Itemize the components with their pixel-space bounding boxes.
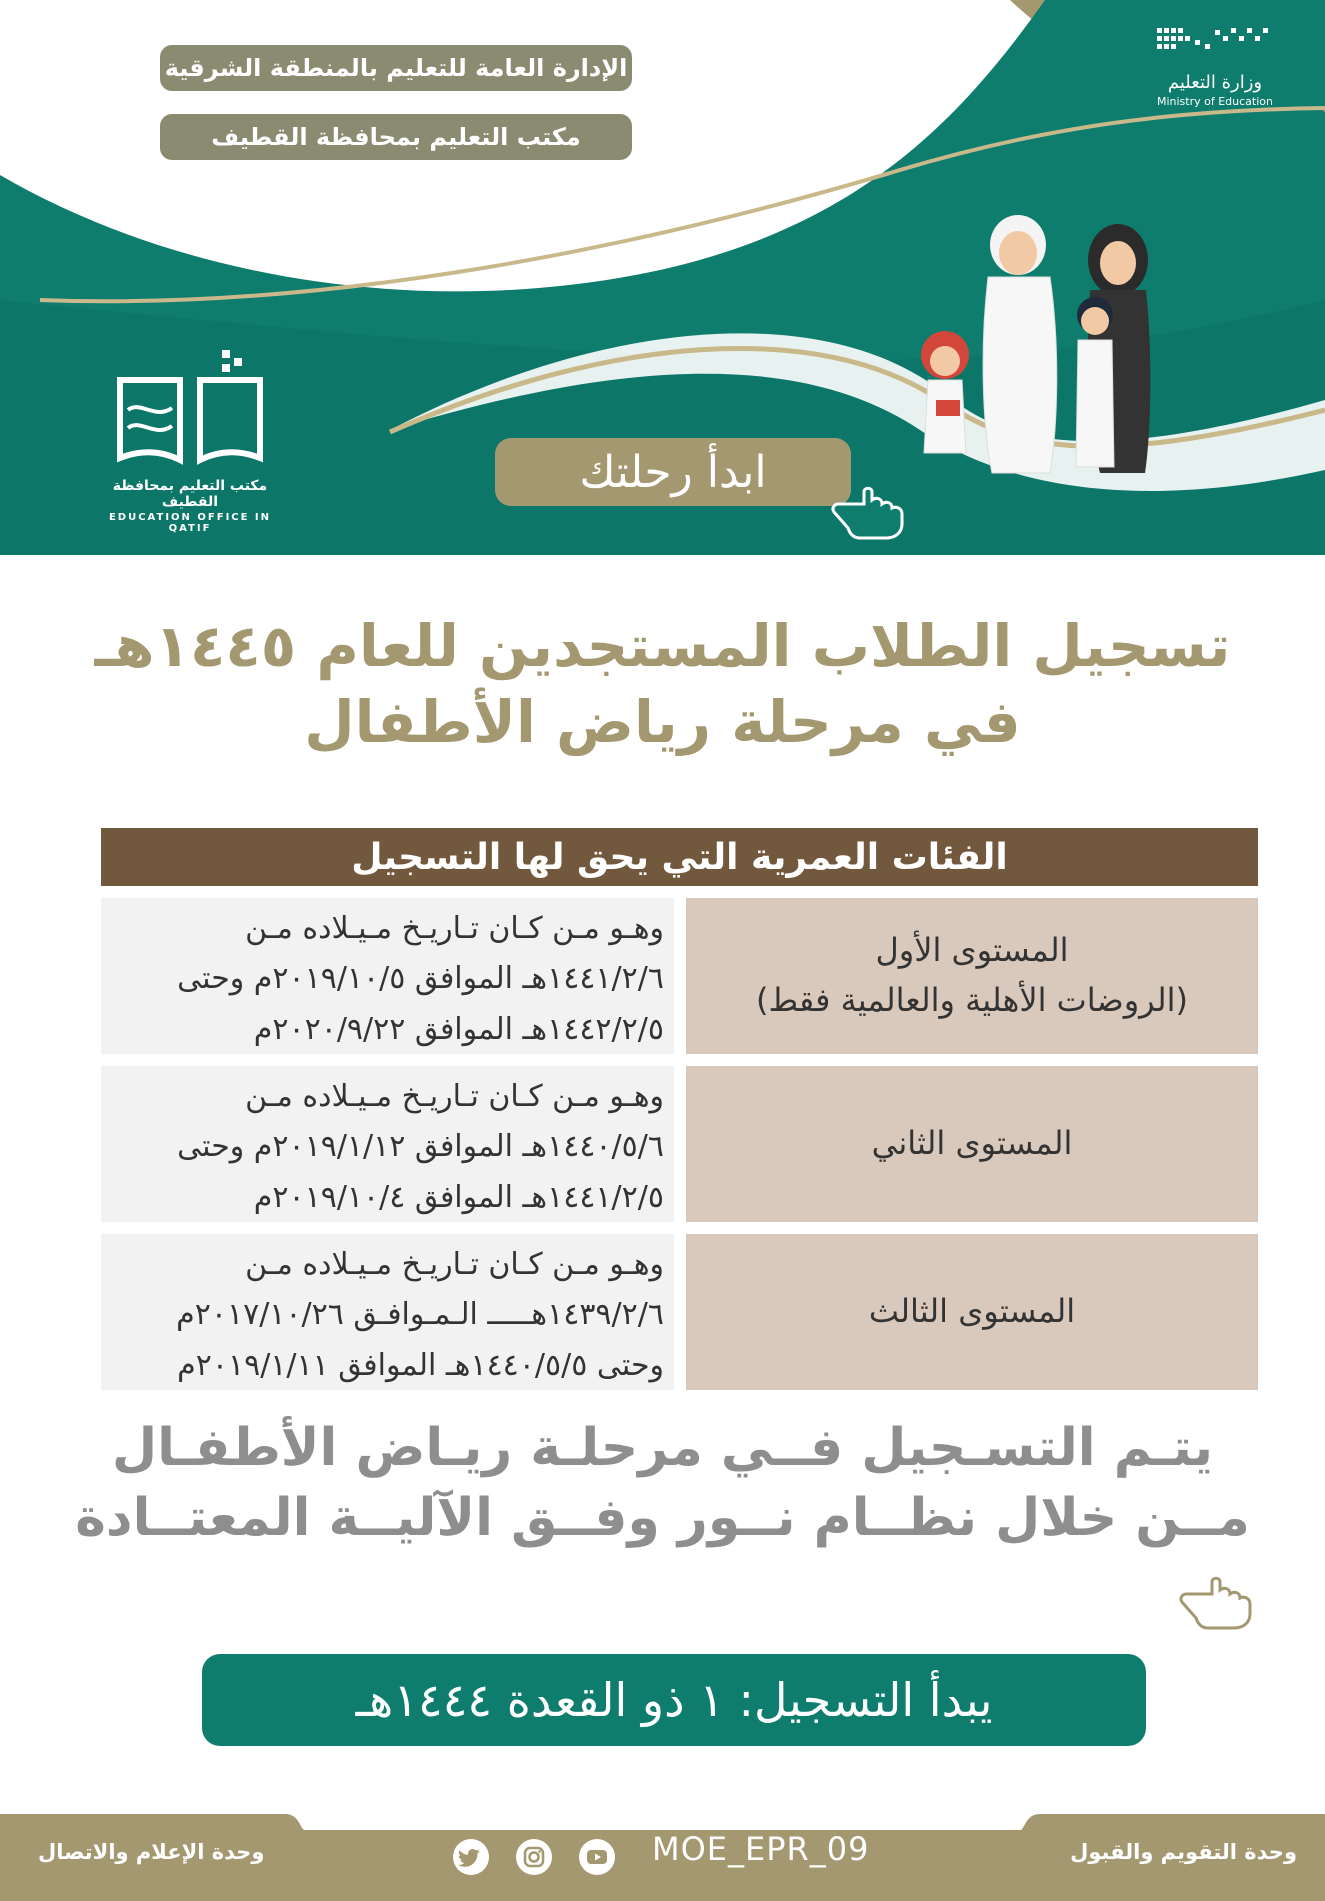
- header-banner: [0, 0, 1325, 555]
- youtube-icon[interactable]: [578, 1838, 616, 1876]
- level-cell-2: [686, 1066, 1258, 1222]
- level-name: المستوى الأول: [875, 931, 1069, 970]
- office-logo-name-en: EDUCATION OFFICE IN QATIF: [108, 512, 272, 534]
- pill-office: مكتب التعليم بمحافظة القطيف: [160, 114, 632, 160]
- ministry-logo-icon: [1155, 22, 1275, 62]
- office-logo-name-ar: مكتب التعليم بمحافظة القطيف: [112, 478, 268, 510]
- desc-line: وهـو مـن كـان تـاريـخ مـيـلاده مـن: [245, 1079, 664, 1114]
- level-note: (الروضات الأهلية والعالمية فقط): [756, 981, 1188, 1019]
- level-cell-1: [686, 898, 1258, 1054]
- instagram-icon[interactable]: [515, 1838, 553, 1876]
- social-handle: MOE_EPR_09: [652, 1830, 870, 1868]
- pointing-hand-icon: [1178, 1568, 1254, 1630]
- desc-line: ١٤٤٢/٢/٥هـ الموافق ٢٠٢٠/٩/٢٢م: [253, 1011, 664, 1047]
- note-line-2: مــن خلال نظــام نــور وفــق الآليــة المعتــادة: [75, 1488, 1250, 1548]
- registration-start-banner: يبدأ التسجيل: ١ ذو القعدة ١٤٤٤هـ: [202, 1654, 1146, 1746]
- note-line-1: يتـم التسـجيل فــي مرحلـة ريـاض الأطفـال: [111, 1418, 1214, 1478]
- desc-cell-2: [101, 1066, 674, 1222]
- level-cell-3: [686, 1234, 1258, 1390]
- footer-left-unit: وحدة الإعلام والاتصال: [38, 1840, 265, 1864]
- footer-right-unit: وحدة التقويم والقبول: [1070, 1840, 1297, 1864]
- pointing-hand-icon: [830, 478, 906, 540]
- pill-region: الإدارة العامة للتعليم بالمنطقة الشرقية: [160, 45, 632, 91]
- desc-line: ١٤٤١/٢/٥هـ الموافق ٢٠١٩/١٠/٤م: [253, 1179, 664, 1215]
- desc-line: وحتى ١٤٤٠/٥/٥هـ الموافق ٢٠١٩/١/١١م: [177, 1347, 664, 1383]
- desc-line: وهـو مـن كـان تـاريـخ مـيـلاده مـن: [245, 911, 664, 946]
- ministry-name-ar: وزارة التعليم: [1167, 72, 1263, 93]
- start-journey-button[interactable]: ابدأ رحلتك: [495, 438, 851, 506]
- ministry-name-en: Ministry of Education: [1156, 95, 1273, 108]
- desc-line: وهـو مـن كـان تـاريـخ مـيـلاده مـن: [245, 1247, 664, 1282]
- desc-line: ١٤٤٠/٥/٦هـ الموافق ٢٠١٩/١/١٢م وحتى: [177, 1129, 664, 1165]
- title-line-1: تسجيل الطلاب المستجدين للعام ١٤٤٥هـ: [94, 612, 1231, 680]
- desc-cell-3: [101, 1234, 674, 1390]
- family-illustration: [900, 205, 1160, 475]
- title-line-2: في مرحلة رياض الأطفال: [304, 688, 1021, 756]
- desc-line: ١٤٤١/٢/٦هـ الموافق ٢٠١٩/١٠/٥م وحتى: [177, 961, 664, 997]
- office-logo: [90, 350, 290, 534]
- level-name: المستوى الثالث: [868, 1292, 1076, 1331]
- table-header: الفئات العمرية التي يحق لها التسجيل: [101, 828, 1258, 886]
- desc-line: ١٤٣٩/٢/٦هـــــ الـمـوافـق ٢٠١٧/١٠/٢٦م: [176, 1297, 664, 1333]
- office-logo-icon: [110, 350, 270, 470]
- twitter-icon[interactable]: [452, 1838, 490, 1876]
- ministry-logo: [1120, 22, 1310, 108]
- level-name: المستوى الثاني: [871, 1124, 1073, 1163]
- desc-cell-1: [101, 898, 674, 1054]
